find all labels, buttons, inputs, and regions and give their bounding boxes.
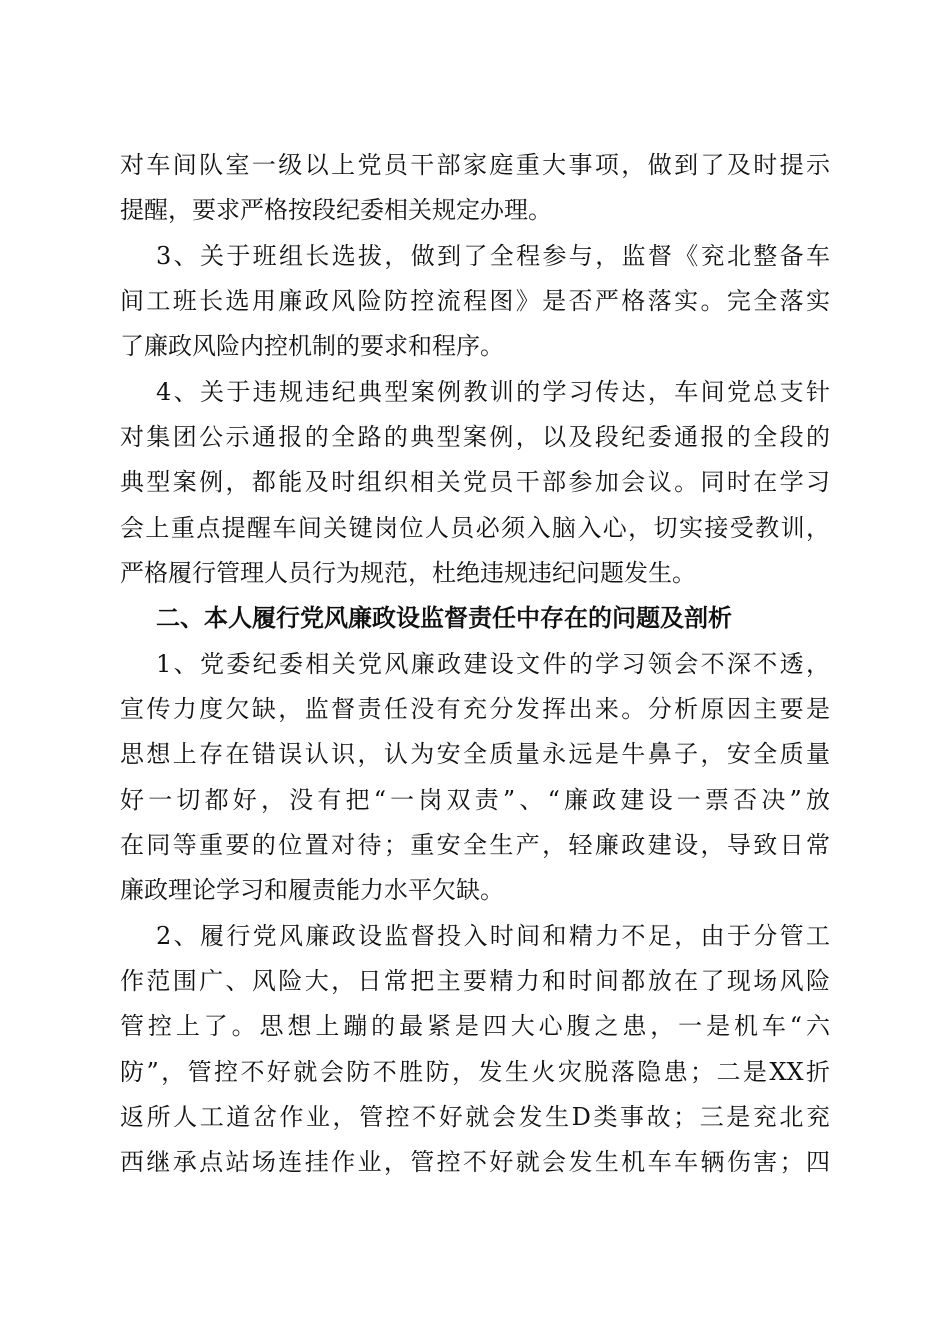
section-heading: 二、本人履行党风廉政设监督责任中存在的问题及剖析 <box>156 604 732 632</box>
paragraph-line: 好一切都好，没有把“一岗双责”、“廉政建设一票否决”放 <box>120 786 830 814</box>
paragraph-line: 对车间队室一级以上党员干部家庭重大事项，做到了及时提示 <box>120 151 830 179</box>
paragraph-line: 宣传力度欠缺，监督责任没有充分发挥出来。分析原因主要是 <box>120 695 830 723</box>
paragraph-line: 典型案例，都能及时组织相关党员干部参加会议。同时在学习 <box>120 468 830 496</box>
paragraph-line: 2、履行党风廉政设监督投入时间和精力不足，由于分管工 <box>156 922 830 950</box>
paragraph-line: 1、党委纪委相关党风廉政建设文件的学习领会不深不透， <box>156 650 830 678</box>
paragraph-line: 了廉政风险内控机制的要求和程序。 <box>120 332 504 360</box>
paragraph-line: 4、关于违规违纪典型案例教训的学习传达，车间党总支针 <box>156 378 830 406</box>
paragraph-line: 廉政理论学习和履责能力水平欠缺。 <box>120 876 504 904</box>
paragraph-line: 提醒，要求严格按段纪委相关规定办理。 <box>120 196 552 224</box>
paragraph-line: 会上重点提醒车间关键岗位人员必须入脑入心，切实接受教训， <box>120 514 830 542</box>
paragraph-line: 返所人工道岔作业，管控不好就会发生D类事故；三是兖北兖 <box>120 1103 830 1131</box>
paragraph-line: 在同等重要的位置对待；重安全生产，轻廉政建设，导致日常 <box>120 831 830 859</box>
paragraph-line: 对集团公示通报的全路的典型案例，以及段纪委通报的全段的 <box>120 423 830 451</box>
paragraph-line: 思想上存在错误认识，认为安全质量永远是牛鼻子，安全质量 <box>120 740 830 768</box>
paragraph-line: 间工班长选用廉政风险防控流程图》是否严格落实。完全落实 <box>120 287 830 315</box>
paragraph-line: 作范围广、风险大，日常把主要精力和时间都放在了现场风险 <box>120 967 830 995</box>
paragraph-line: 管控上了。思想上蹦的最紧是四大心腹之患，一是机车“六 <box>120 1012 830 1040</box>
paragraph-line: 西继承点站场连挂作业，管控不好就会发生机车车辆伤害；四 <box>120 1148 830 1176</box>
paragraph-line: 3、关于班组长选拔，做到了全程参与，监督《兖北整备车 <box>156 242 830 270</box>
paragraph-line: 防”，管控不好就会防不胜防，发生火灾脱落隐患；二是XX折 <box>120 1058 830 1086</box>
paragraph-line: 严格履行管理人员行为规范，杜绝违规违纪问题发生。 <box>120 559 696 587</box>
